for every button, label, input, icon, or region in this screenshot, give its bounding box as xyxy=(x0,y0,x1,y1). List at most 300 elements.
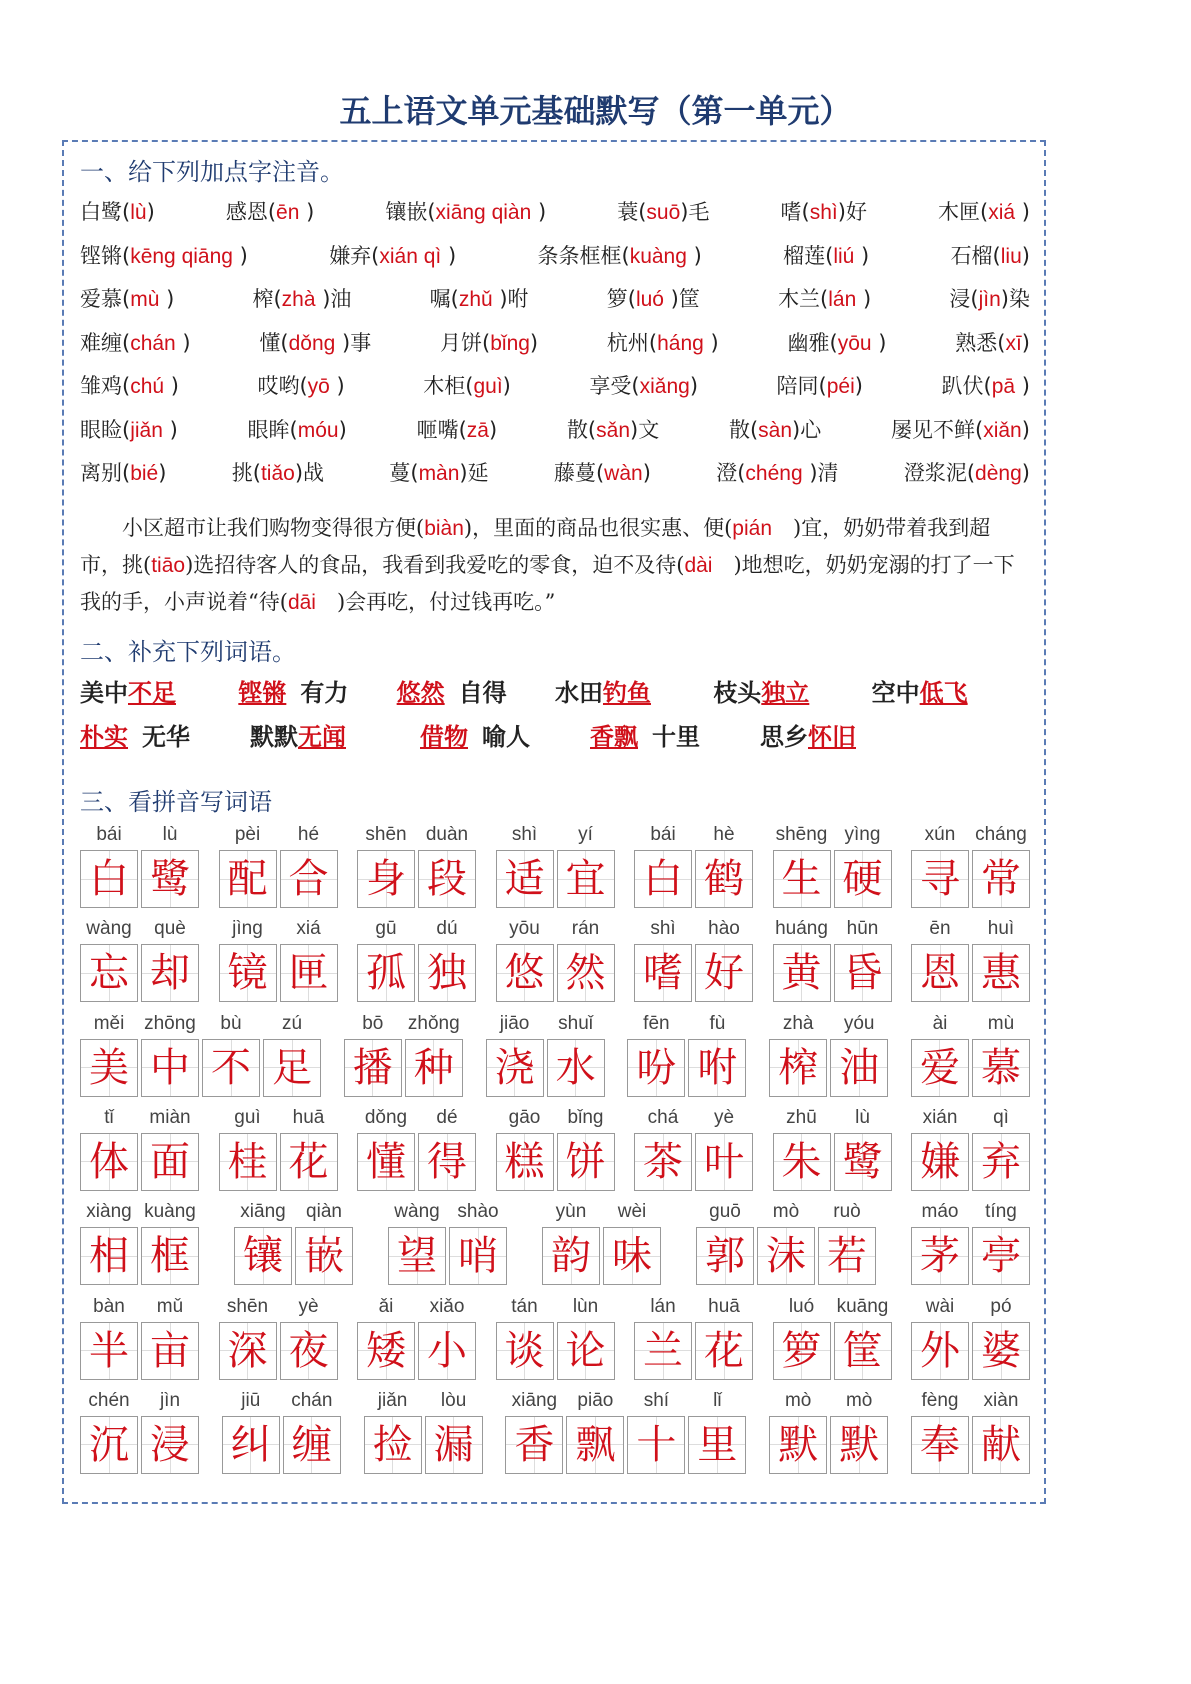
tianzige-box: 朱 xyxy=(773,1133,831,1191)
item-prefix: 雏鸡( xyxy=(80,374,131,398)
item-suffix: ) xyxy=(529,330,539,355)
tianzige-box: 亭 xyxy=(972,1227,1030,1285)
paragraph-text: 小区超市让我们购物变得很方便( xyxy=(122,516,425,540)
word-row xyxy=(80,1201,1030,1285)
pinyin-label: qì xyxy=(993,1106,1009,1128)
tianzige-box: 纠 xyxy=(222,1416,280,1474)
word-group xyxy=(911,1013,1030,1097)
item-suffix: ) xyxy=(1015,374,1030,398)
paragraph-text: )选招待客人的食品，我看到我爱吃的零食，迫不及待( xyxy=(185,553,685,577)
phonetic-item xyxy=(716,457,838,487)
word-group xyxy=(911,1390,1030,1474)
char-cell xyxy=(449,1201,507,1285)
tianzige-box: 茶 xyxy=(634,1133,692,1191)
tianzige-box: 若 xyxy=(818,1227,876,1285)
char-cell xyxy=(911,1013,969,1097)
pinyin-label: lòu xyxy=(440,1389,467,1411)
word-group xyxy=(496,918,615,1002)
word-group xyxy=(627,1013,746,1097)
char-cell xyxy=(688,1390,746,1474)
tianzige-box: 沉 xyxy=(80,1416,138,1474)
phonetic-row xyxy=(80,327,1030,357)
char-cell xyxy=(80,1390,138,1474)
idiom-answer: 铿锵 xyxy=(238,678,287,707)
pinyin-label: jiǎn xyxy=(377,1389,408,1411)
idiom-answer: 独立 xyxy=(761,678,810,707)
pinyin-answer: mù xyxy=(130,288,160,311)
item-suffix: )好 xyxy=(837,200,867,224)
pinyin-label: chá xyxy=(647,1106,679,1128)
tianzige-box: 独 xyxy=(418,944,476,1002)
item-prefix: 幽雅( xyxy=(787,330,838,355)
idiom-item xyxy=(760,717,930,752)
tianzige-box: 奉 xyxy=(911,1416,969,1474)
tianzige-box: 榨 xyxy=(769,1039,827,1097)
item-prefix: 榴莲( xyxy=(783,243,834,268)
pinyin-label: lǐ xyxy=(713,1389,722,1411)
char-cell xyxy=(283,1390,341,1474)
tianzige-box: 适 xyxy=(496,850,554,908)
pinyin-label: dǒng xyxy=(364,1106,408,1128)
item-suffix: ) xyxy=(1015,200,1030,224)
tianzige-box: 合 xyxy=(280,850,338,908)
tianzige-box: 寻 xyxy=(911,850,969,908)
char-cell xyxy=(911,918,969,1002)
pinyin-label: fèng xyxy=(921,1389,959,1411)
char-cell xyxy=(496,1107,554,1191)
pinyin-label: yè xyxy=(298,1295,319,1317)
char-cell xyxy=(344,1013,402,1097)
pinyin-answer: bǐng xyxy=(490,331,530,355)
idiom-given: 思乡 xyxy=(760,722,808,751)
char-cell xyxy=(418,918,476,1002)
pinyin-label: kuāng xyxy=(836,1295,889,1317)
idiom-answer: 无闻 xyxy=(298,722,346,751)
phonetic-item xyxy=(423,370,511,400)
tianzige-box: 镶 xyxy=(234,1227,292,1285)
pinyin-label: shì xyxy=(650,918,676,940)
pinyin-label: zhǒng xyxy=(407,1012,460,1034)
tianzige-box: 花 xyxy=(695,1322,753,1380)
word-group xyxy=(80,824,199,908)
pinyin-answer: dài xyxy=(684,554,713,577)
tianzige-box: 嫌 xyxy=(911,1133,969,1191)
word-group xyxy=(222,1390,341,1474)
word-group xyxy=(634,824,753,908)
pinyin-label: máo xyxy=(921,1201,959,1223)
pinyin-label: shí xyxy=(643,1389,670,1411)
tianzige-box: 浇 xyxy=(486,1039,544,1097)
idiom-answer: 钓鱼 xyxy=(602,678,651,707)
pinyin-label: pèi xyxy=(234,824,261,845)
word-group xyxy=(364,1390,483,1474)
item-suffix: )毛 xyxy=(680,200,710,224)
pinyin-label: lùn xyxy=(572,1295,599,1317)
item-suffix: ) xyxy=(158,461,167,485)
idiom-item xyxy=(397,673,555,708)
word-row xyxy=(80,1107,1030,1191)
pinyin-label: luó xyxy=(788,1295,815,1317)
item-suffix: ) xyxy=(689,374,699,398)
char-cell xyxy=(542,1201,600,1285)
pinyin-label: shēng xyxy=(775,824,828,845)
pinyin-label: hūn xyxy=(846,918,879,940)
word-group xyxy=(696,1201,876,1285)
tianzige-box: 郭 xyxy=(696,1227,754,1285)
pinyin-answer: dāi xyxy=(287,591,316,614)
tianzige-box: 默 xyxy=(769,1416,827,1474)
char-cell xyxy=(911,824,969,908)
char-cell xyxy=(141,1390,199,1474)
tianzige-box: 兰 xyxy=(634,1322,692,1380)
pinyin-label: ēn xyxy=(929,918,951,940)
pinyin-label: jìng xyxy=(232,918,263,940)
tianzige-box: 望 xyxy=(388,1227,446,1285)
pinyin-label: měi xyxy=(93,1012,125,1034)
idiom-row xyxy=(80,717,1030,752)
pinyin-label: huā xyxy=(292,1106,325,1128)
pinyin-answer: xiá xyxy=(988,201,1016,224)
idiom-given: 枝头 xyxy=(713,678,762,707)
char-cell xyxy=(496,824,554,908)
tianzige-box: 韵 xyxy=(542,1227,600,1285)
item-prefix: 屡见不鲜( xyxy=(891,417,984,442)
char-cell xyxy=(295,1201,353,1285)
tianzige-box: 白 xyxy=(634,850,692,908)
item-suffix: ) xyxy=(531,200,547,224)
word-group xyxy=(773,1107,892,1191)
paragraph-text: )会再吃，付过钱再吃。” xyxy=(315,590,556,614)
pinyin-label: fù xyxy=(709,1012,726,1034)
item-suffix: ) xyxy=(642,461,651,485)
phonetic-item xyxy=(554,457,651,487)
tianzige-box: 硬 xyxy=(834,850,892,908)
tianzige-box: 配 xyxy=(219,850,277,908)
pinyin-label: shuǐ xyxy=(558,1012,594,1034)
phonetic-item xyxy=(783,240,869,270)
tianzige-box: 油 xyxy=(830,1039,888,1097)
pinyin-label: pó xyxy=(990,1295,1012,1317)
pinyin-answer: sàn xyxy=(758,418,793,442)
phonetic-item xyxy=(252,283,351,313)
char-cell xyxy=(911,1107,969,1191)
pinyin-answer: sǎn xyxy=(596,418,630,442)
item-prefix: 条条框框( xyxy=(537,243,630,268)
tianzige-box: 爱 xyxy=(911,1039,969,1097)
pinyin-label: mò xyxy=(772,1201,800,1223)
pinyin-answer: bié xyxy=(130,462,159,485)
phonetic-item xyxy=(80,327,191,357)
paragraph-text: )宜，奶奶带着我到超市，挑( xyxy=(80,516,991,577)
phonetic-item xyxy=(951,240,1030,270)
item-suffix: )油 xyxy=(315,287,352,311)
phonetic-item xyxy=(329,240,456,270)
item-suffix: )文 xyxy=(630,417,660,442)
pinyin-label: yìng xyxy=(844,824,881,845)
char-cell xyxy=(769,1390,827,1474)
char-cell xyxy=(280,1296,338,1380)
word-group xyxy=(769,1013,888,1097)
idiom-given: 自得 xyxy=(458,678,507,707)
idiom-row xyxy=(80,673,1030,708)
char-cell xyxy=(773,1107,831,1191)
item-prefix: 石榴( xyxy=(950,243,1001,268)
word-group xyxy=(911,1296,1030,1380)
char-cell xyxy=(141,824,199,908)
item-suffix: ) xyxy=(703,330,719,355)
tianzige-box: 沫 xyxy=(757,1227,815,1285)
tianzige-box: 段 xyxy=(418,850,476,908)
pinyin-answer: jiǎn xyxy=(130,418,163,442)
pinyin-label: xiāng xyxy=(511,1389,558,1411)
word-group xyxy=(357,1296,476,1380)
idiom-answer: 悠然 xyxy=(396,678,445,707)
phonetic-item xyxy=(257,370,344,400)
idiom-answer: 怀旧 xyxy=(808,722,856,751)
pinyin-label: mǔ xyxy=(156,1295,184,1317)
tianzige-box: 桂 xyxy=(219,1133,277,1191)
phonetic-item xyxy=(80,196,155,226)
item-suffix: )战 xyxy=(294,461,325,485)
char-cell xyxy=(357,1107,415,1191)
item-suffix: )清 xyxy=(802,461,839,485)
item-prefix: 木柜( xyxy=(423,374,474,398)
tianzige-box: 慕 xyxy=(972,1039,1030,1097)
item-prefix: 藤蔓( xyxy=(553,461,605,485)
char-cell xyxy=(141,1013,199,1097)
pinyin-answer: chú xyxy=(130,375,165,398)
pinyin-label: yè xyxy=(713,1106,735,1128)
pinyin-answer: zhà xyxy=(281,288,316,311)
tianzige-box: 谈 xyxy=(496,1322,554,1380)
char-cell xyxy=(834,824,892,908)
section1-heading: 一、给下列加点字注音。 xyxy=(80,158,344,186)
pinyin-answer: dǒng xyxy=(288,331,336,355)
tianzige-box: 香 xyxy=(505,1416,563,1474)
pinyin-answer: dèng xyxy=(975,462,1022,485)
item-suffix: ) xyxy=(159,287,175,311)
pinyin-label: shì xyxy=(511,824,538,845)
char-cell xyxy=(972,1390,1030,1474)
char-cell xyxy=(834,1296,892,1380)
pinyin-answer: háng xyxy=(657,331,704,355)
item-suffix: ) xyxy=(854,243,870,268)
pinyin-label: xián xyxy=(922,1106,958,1128)
item-prefix: 熟悉( xyxy=(955,330,1006,355)
tianzige-box: 播 xyxy=(344,1039,402,1097)
char-cell xyxy=(364,1390,422,1474)
item-prefix: 眼睑( xyxy=(80,417,131,442)
idiom-answer: 不足 xyxy=(128,678,176,707)
pinyin-answer: wàn xyxy=(604,462,643,485)
pinyin-answer: màn xyxy=(418,462,460,485)
pinyin-label: shēn xyxy=(226,1295,269,1317)
idiom-given: 无华 xyxy=(142,722,190,751)
pinyin-label: tán xyxy=(511,1295,538,1317)
phonetic-item xyxy=(781,196,867,226)
pinyin-label: rán xyxy=(571,918,600,940)
item-prefix: 享受( xyxy=(589,374,640,398)
char-cell xyxy=(80,1201,138,1285)
pinyin-label: shēn xyxy=(365,824,407,845)
idiom-given: 默默 xyxy=(250,722,298,751)
char-cell xyxy=(634,824,692,908)
idiom-given: 有力 xyxy=(300,678,349,707)
word-group xyxy=(773,918,892,1002)
char-cell xyxy=(634,1296,692,1380)
tianzige-box: 水 xyxy=(547,1039,605,1097)
pinyin-label: yóu xyxy=(843,1012,875,1034)
pinyin-label: bǐng xyxy=(567,1106,604,1128)
phonetic-item xyxy=(385,196,546,226)
tianzige-box: 不 xyxy=(202,1039,260,1097)
tianzige-box: 忘 xyxy=(80,944,138,1002)
char-cell xyxy=(757,1201,815,1285)
char-cell xyxy=(486,1013,544,1097)
char-cell xyxy=(834,918,892,1002)
idiom-item xyxy=(420,717,590,752)
item-prefix: 澄浆泥( xyxy=(903,461,976,485)
word-group xyxy=(80,1201,199,1285)
phonetic-item xyxy=(607,283,700,313)
char-cell xyxy=(418,1107,476,1191)
tianzige-box: 框 xyxy=(141,1227,199,1285)
item-prefix: 散( xyxy=(566,417,597,442)
word-group xyxy=(357,824,476,908)
pinyin-answer: kēng qiāng xyxy=(130,244,233,268)
item-prefix: 难缠( xyxy=(80,330,131,355)
char-cell xyxy=(627,1013,685,1097)
tianzige-box: 味 xyxy=(603,1227,661,1285)
idiom-given: 空中 xyxy=(871,678,920,707)
word-group xyxy=(219,1107,338,1191)
pinyin-label: shào xyxy=(457,1201,499,1223)
tianzige-box: 十 xyxy=(627,1416,685,1474)
char-cell xyxy=(834,1107,892,1191)
item-suffix: )心 xyxy=(792,417,822,442)
tianzige-box: 吩 xyxy=(627,1039,685,1097)
char-cell xyxy=(80,1013,138,1097)
tianzige-box: 深 xyxy=(219,1322,277,1380)
item-suffix: )咐 xyxy=(492,287,529,311)
word-group xyxy=(542,1201,661,1285)
item-suffix: ) xyxy=(502,374,511,398)
tianzige-box: 里 xyxy=(688,1416,746,1474)
char-cell xyxy=(557,918,615,1002)
tianzige-box: 叶 xyxy=(695,1133,753,1191)
pinyin-answer: lù xyxy=(130,201,147,224)
tianzige-box: 饼 xyxy=(557,1133,615,1191)
tianzige-box: 半 xyxy=(80,1322,138,1380)
idiom-given: 喻人 xyxy=(482,722,530,751)
idiom-answer: 香飘 xyxy=(590,722,638,751)
item-prefix: 月饼( xyxy=(440,330,491,355)
pinyin-label: xiāng xyxy=(240,1201,286,1223)
char-cell xyxy=(972,1296,1030,1380)
char-cell xyxy=(603,1201,661,1285)
phonetic-row xyxy=(80,370,1030,400)
item-suffix: )筐 xyxy=(663,287,700,311)
phonetic-item xyxy=(778,283,871,313)
char-cell xyxy=(141,1201,199,1285)
item-prefix: 木兰( xyxy=(778,287,829,311)
word-group xyxy=(357,918,476,1002)
item-prefix: 白鹭( xyxy=(80,200,131,224)
tianzige-box: 哨 xyxy=(449,1227,507,1285)
char-cell xyxy=(219,918,277,1002)
pinyin-label: miàn xyxy=(149,1106,191,1128)
pinyin-label: piāo xyxy=(577,1389,614,1411)
char-cell xyxy=(566,1390,624,1474)
char-cell xyxy=(634,1107,692,1191)
word-group xyxy=(219,824,338,908)
char-cell xyxy=(280,918,338,1002)
tianzige-box: 漏 xyxy=(425,1416,483,1474)
word-group xyxy=(80,918,199,1002)
pinyin-label: yōu xyxy=(509,918,540,940)
pinyin-label: zhōng xyxy=(144,1012,196,1034)
pinyin-label: guì xyxy=(234,1106,261,1128)
idiom-given: 十里 xyxy=(652,722,700,751)
word-row xyxy=(80,1390,1030,1474)
pinyin-label: gū xyxy=(375,918,397,940)
pinyin-label: ruò xyxy=(833,1201,861,1223)
tianzige-box: 鹤 xyxy=(695,850,753,908)
word-group xyxy=(234,1201,353,1285)
phonetic-item xyxy=(904,457,1030,487)
tianzige-box: 得 xyxy=(418,1133,476,1191)
char-cell xyxy=(695,1107,753,1191)
char-cell xyxy=(972,824,1030,908)
tianzige-box: 外 xyxy=(911,1322,969,1380)
pinyin-answer: suō xyxy=(646,201,681,224)
pinyin-label: xiàng xyxy=(86,1201,132,1223)
tianzige-box: 鹭 xyxy=(141,850,199,908)
item-prefix: 散( xyxy=(728,417,759,442)
tianzige-box: 默 xyxy=(830,1416,888,1474)
pinyin-label: bái xyxy=(650,824,676,845)
word-row xyxy=(80,824,1030,908)
item-prefix: 嘱( xyxy=(429,287,459,311)
pinyin-label: yí xyxy=(578,824,593,845)
word-group xyxy=(219,1296,338,1380)
phonetic-item xyxy=(80,240,248,270)
pinyin-label: yùn xyxy=(555,1201,587,1223)
page-title: 五上语文单元基础默写（第一单元） xyxy=(339,92,852,130)
char-cell xyxy=(911,1201,969,1285)
phonetic-item xyxy=(942,370,1030,400)
pinyin-label: xún xyxy=(924,824,956,845)
pinyin-label: guō xyxy=(709,1201,741,1223)
item-suffix: ) xyxy=(1021,417,1030,442)
char-cell xyxy=(357,1296,415,1380)
pinyin-label: lù xyxy=(162,824,178,845)
idiom-item xyxy=(872,673,1030,708)
pinyin-label: bù xyxy=(220,1012,242,1034)
pinyin-label: bàn xyxy=(93,1295,125,1317)
pinyin-answer: jìn xyxy=(978,288,1001,311)
char-cell xyxy=(80,824,138,908)
word-group xyxy=(80,1296,199,1380)
pinyin-answer: péi xyxy=(826,375,855,398)
pinyin-answer: guì xyxy=(473,375,503,398)
tianzige-box: 嗜 xyxy=(634,944,692,1002)
item-prefix: 懂( xyxy=(259,330,289,355)
pinyin-label: jiū xyxy=(241,1389,261,1411)
item-suffix: ) xyxy=(164,374,179,398)
pinyin-label: zhà xyxy=(782,1012,814,1034)
char-cell xyxy=(357,918,415,1002)
